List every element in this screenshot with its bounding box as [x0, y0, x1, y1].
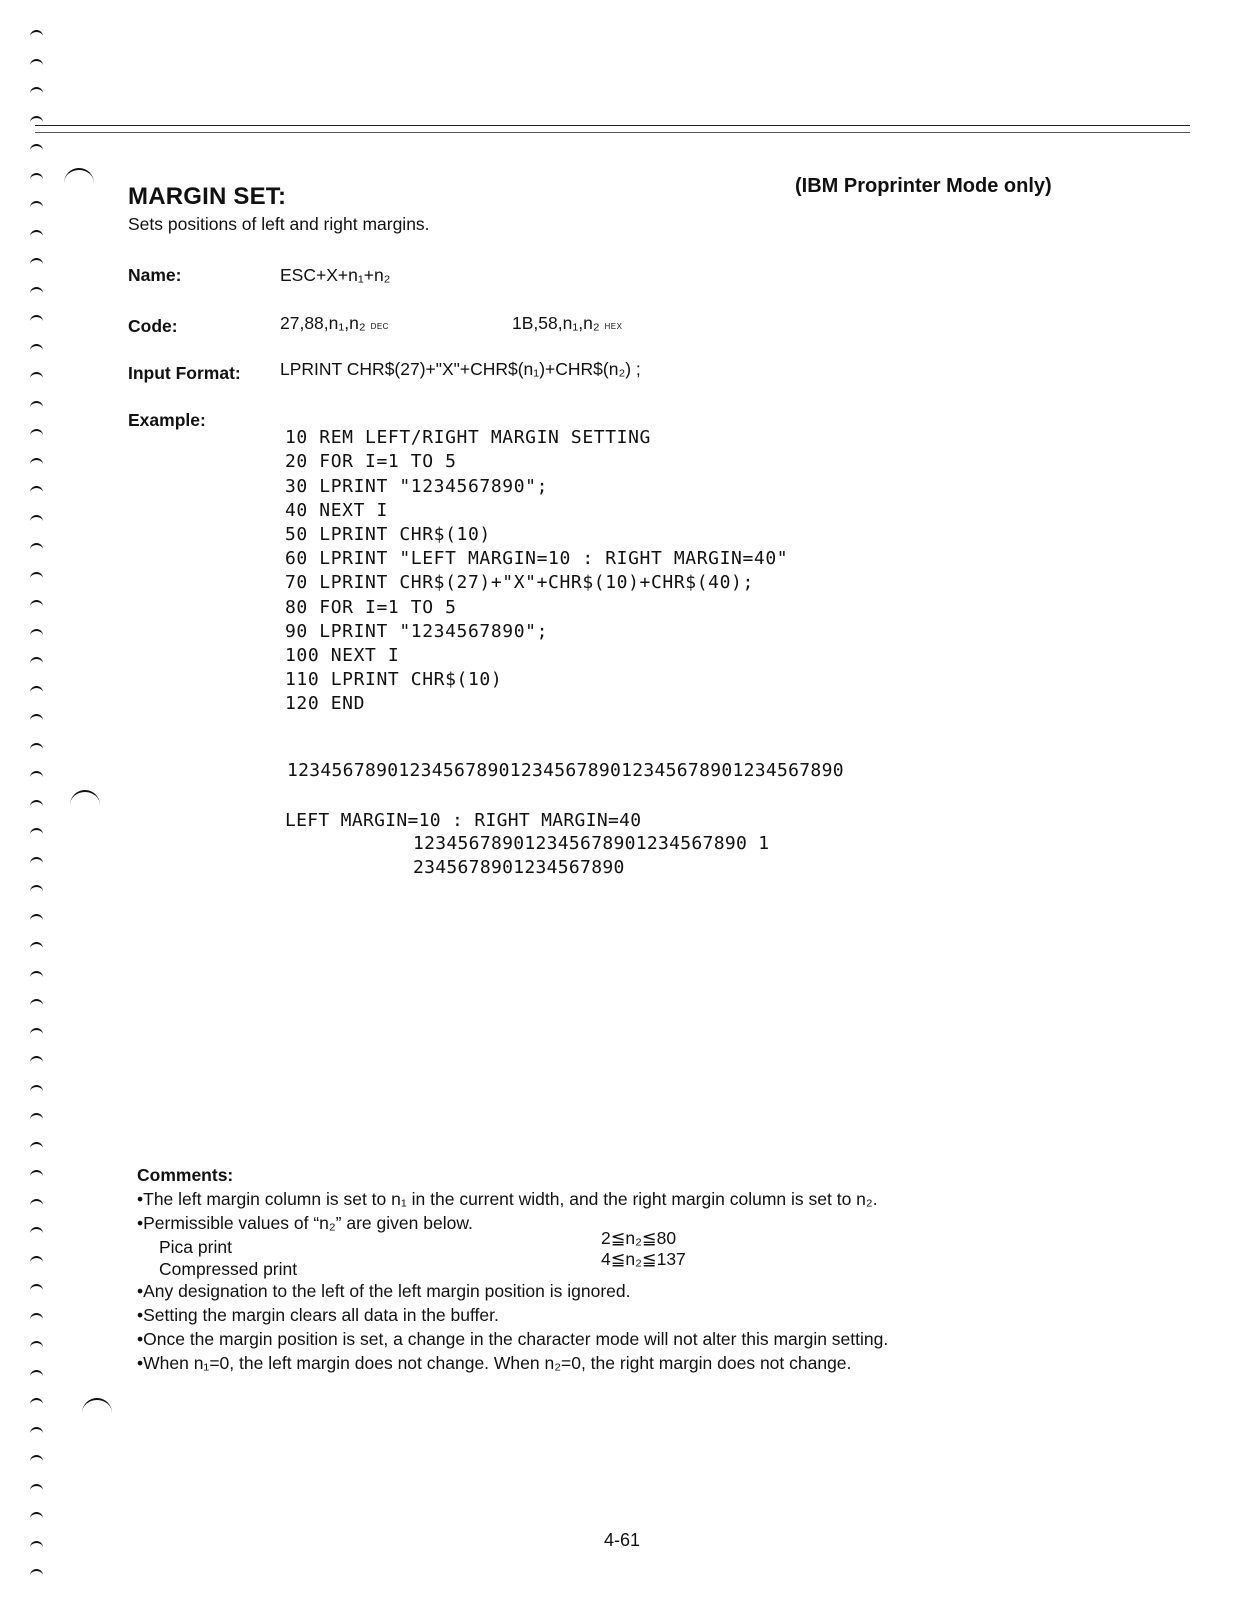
code-line: 40 NEXT I — [285, 499, 388, 521]
code-line: 100 NEXT I — [285, 645, 400, 667]
page-number: 4-61 — [604, 1530, 641, 1550]
pica-label: Pica print — [159, 1237, 232, 1257]
input-format-value: LPRINT CHR$(27)+"X"+CHR$(n₁)+CHR$(n₂) ; — [280, 359, 641, 379]
comments-section — [137, 1163, 888, 1375]
binding-mark — [30, 486, 43, 496]
example-code — [285, 402, 788, 741]
page-title: MARGIN SET: — [128, 183, 287, 210]
code-line: 120 END — [285, 693, 366, 715]
binding-mark — [30, 800, 43, 810]
binding-mark — [30, 771, 43, 781]
binding-mark — [30, 1284, 43, 1294]
binding-mark — [30, 144, 43, 154]
binding-mark — [30, 173, 43, 183]
comments-heading: Comments: — [137, 1165, 234, 1185]
binding-mark — [30, 1227, 43, 1237]
binding-mark — [30, 401, 43, 411]
code-line: 30 LPRINT "1234567890"; — [285, 475, 549, 497]
input-format-label: Input Format: — [128, 363, 241, 383]
binding-mark — [30, 1541, 43, 1551]
binding-mark — [30, 1256, 43, 1266]
binding-mark — [30, 1370, 43, 1380]
comment-item: •Any designation to the left of the left margin position is ignored. — [137, 1281, 631, 1301]
binding-mark — [30, 1142, 43, 1152]
comment-item: •The left margin column is set to n₁ in the current width, and the right margin column is set to n₂. — [137, 1189, 878, 1209]
binding-mark — [30, 372, 43, 382]
example-label: Example: — [128, 410, 206, 430]
binding-arc — [64, 168, 94, 186]
binding-mark — [30, 686, 43, 696]
code-line: 70 LPRINT CHR$(27)+"X"+CHR$(10)+CHR$(40); — [285, 572, 754, 594]
top-rule-secondary — [35, 132, 1190, 133]
compressed-row — [137, 1249, 888, 1279]
binding-mark — [30, 258, 43, 268]
binding-mark — [30, 714, 43, 724]
code-dec-tag: DEC — [370, 322, 389, 331]
binding-arc — [70, 790, 100, 808]
mode-note: (IBM Proprinter Mode only) — [795, 175, 1052, 197]
binding-mark — [30, 116, 43, 126]
binding-mark — [30, 1484, 43, 1494]
comment-item: •Once the margin position is set, a change in the character mode will not alter this margin setting. — [137, 1329, 889, 1349]
pica-row — [137, 1228, 888, 1257]
binding-mark — [30, 1512, 43, 1522]
binding-mark — [30, 1028, 43, 1038]
command-description: Sets positions of left and right margins. — [128, 214, 430, 234]
binding-mark — [30, 857, 43, 867]
binding-mark — [30, 999, 43, 1009]
output-line-2: LEFT MARGIN=10 : RIGHT MARGIN=40 — [285, 810, 642, 831]
binding-mark — [30, 1199, 43, 1209]
binding-mark — [30, 1056, 43, 1066]
binding-mark — [30, 1313, 43, 1323]
comment-item: •When n₁=0, the left margin does not change. When n₂=0, the right margin does not change. — [137, 1353, 852, 1373]
binding-mark — [30, 1170, 43, 1180]
binding-mark — [30, 59, 43, 69]
code-line: 90 LPRINT "1234567890"; — [285, 620, 549, 642]
binding-mark — [30, 543, 43, 553]
binding-mark — [30, 344, 43, 354]
code-line: 10 REM LEFT/RIGHT MARGIN SETTING — [285, 427, 651, 449]
binding-mark — [30, 971, 43, 981]
comment-item: •Setting the margin clears all data in the buffer. — [137, 1305, 499, 1325]
binding-mark — [30, 429, 43, 439]
binding-mark — [30, 743, 43, 753]
binding-mark — [30, 515, 43, 525]
code-dec-value: 27,88,n₁,n₂ — [280, 313, 366, 333]
compressed-range: 4≦n₂≦137 — [601, 1249, 686, 1269]
binding-mark — [30, 1085, 43, 1095]
code-label: Code: — [128, 316, 178, 336]
binding-mark — [30, 1455, 43, 1465]
binding-mark — [30, 30, 43, 40]
code-dec — [280, 313, 389, 334]
code-hex — [512, 313, 622, 334]
binding-mark — [30, 572, 43, 582]
binding-mark — [30, 828, 43, 838]
binding-mark — [30, 287, 43, 297]
code-hex-tag: HEX — [604, 322, 623, 331]
comment-item: •Permissible values of “n₂” are given below. — [137, 1213, 473, 1233]
binding-mark — [30, 1427, 43, 1437]
code-line: 20 FOR I=1 TO 5 — [285, 451, 457, 473]
compressed-label: Compressed print — [159, 1259, 298, 1279]
binding-mark — [30, 230, 43, 240]
output-line-1: 12345678901234567890123456789012345678901234567890 — [287, 760, 844, 781]
binding-mark — [30, 315, 43, 325]
code-hex-value: 1B,58,n₁,n₂ — [512, 313, 600, 333]
code-line: 60 LPRINT "LEFT MARGIN=10 : RIGHT MARGIN=40" — [285, 548, 789, 570]
binding-mark — [30, 1113, 43, 1123]
binding-mark — [30, 942, 43, 952]
name-label: Name: — [128, 265, 182, 285]
code-line: 50 LPRINT CHR$(10) — [285, 524, 491, 546]
binding-mark — [30, 1569, 43, 1579]
binding-mark — [30, 201, 43, 211]
binding-mark — [30, 657, 43, 667]
binding-mark — [30, 629, 43, 639]
name-value: ESC+X+n₁+n₂ — [280, 265, 391, 285]
code-line: 80 FOR I=1 TO 5 — [285, 596, 457, 618]
output-line-4: 2345678901234567890 — [413, 857, 625, 878]
output-line-3: 123456789012345678901234567890 1 — [413, 833, 770, 854]
code-line: 110 LPRINT CHR$(10) — [285, 669, 503, 691]
binding-mark — [30, 458, 43, 468]
top-rule — [35, 125, 1190, 126]
binding-mark — [30, 885, 43, 895]
binding-mark — [30, 87, 43, 97]
binding-mark — [30, 600, 43, 610]
binding-arc — [82, 1398, 112, 1416]
pica-range: 2≦n₂≦80 — [601, 1228, 677, 1248]
binding-mark — [30, 1341, 43, 1351]
binding-mark — [30, 1398, 43, 1408]
binding-mark — [30, 914, 43, 924]
